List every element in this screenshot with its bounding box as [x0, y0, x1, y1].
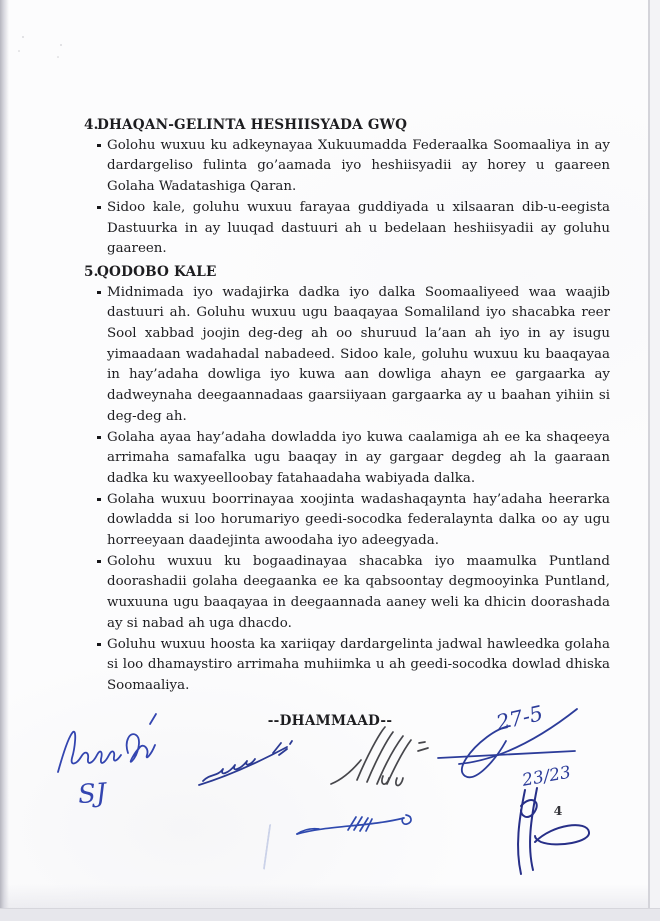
section-5: [84, 262, 610, 697]
section-4: [84, 115, 610, 260]
signature-5: [288, 804, 428, 846]
scan-smudge: [18, 50, 20, 52]
signature-6: [492, 779, 602, 881]
signature-4-date-bottom: 23/23: [520, 762, 573, 791]
end-marker: --DHAMMAAD--: [267, 712, 393, 729]
scan-smudge: [60, 44, 62, 46]
section-5-heading: [84, 262, 610, 283]
section-title: DHAQAN-GELINTA HESHIISYADA GWQ: [97, 117, 408, 133]
scan-shadow: [0, 884, 660, 908]
scan-margin-right: [650, 0, 660, 920]
signature-4-date-top: 27-5: [493, 701, 546, 736]
bullet-item: Sidoo kale, goluhu wuxuu farayaa guddiyada u xilsaaran dib-u-eegista Dastuurka in ay luuqad dastuuri ah u bedelaan heshiisyadii ay goluhu gaareen.: [97, 198, 610, 260]
bullet-item: Midnimada iyo wadajirka dadka iyo dalka Soomaaliyeed waa waajib dastuuri ah. Goluhu wuxuu ugu baaqayaa Somaliland iyo shacabka reer Sool xabbad joojin deg-deg ah oo shuruud la’aan ah iyo in ay isugu yimaadaan wadahadal nabadeed. Sidoo kale, goluhu wuxuu ku baaqayaa in hay’adaha dowliga iyo kuwa aan dowliga ahayn ee gargaarka ay dadweynaha deegaannadaas gaarsiiyaan gargaarka ay u baahan yihiin si deg-deg ah.: [97, 283, 610, 428]
signature-1-initials: SJ: [77, 778, 108, 811]
section-title: QODOBO KALE: [97, 263, 217, 280]
scan-smudge: [22, 36, 24, 38]
bullet-item: Goluhu wuxuu hoosta ka xariiqay dardargelinta jadwal hawleedka golaha si loo dhamaystiro arrimaha muhiimka u ah geedi-socodka dowlad dhiska Soomaaliya.: [97, 635, 610, 697]
signature-1: [50, 708, 180, 816]
bullet-item: Golaha ayaa hay’adaha dowladda iyo kuwa caalamiga ah ee ka shaqeeya arrimaha samafalka ugu baaqay in ay gargaar degdeg ah la gaaraan dadka ku waxyeelloobay fatahaadaha wabiyada dalka.: [97, 428, 610, 490]
bullet-item: Golohu wuxuu ku adkeynayaa Xukuumadda Federaalka Soomaaliya in ay dardargeliso fulinta go’aamada iyo heshiisyadii ay horey u gaareen Golaha Wadatashiga Qaran.: [97, 136, 610, 198]
section-4-heading: [84, 115, 610, 136]
page-number: 4: [553, 803, 563, 818]
scan-edge-left: [0, 0, 9, 920]
signature-2: [196, 736, 296, 794]
bullet-item: Golaha wuxuu boorrinayaa xoojinta wadashaqaynta hay’adaha heerarka dowladda si loo horumariyo geedi-socodka federalaynta dalka oo ay ugu horreeyaan daadejinta awoodaha iyo adeegyada.: [97, 490, 610, 552]
scan-edge-bottom: [0, 908, 660, 921]
section-number: 5.: [84, 263, 99, 280]
scan-smudge: [57, 56, 59, 58]
bullet-item: Golohu wuxuu ku bogaadinayaa shacabka iyo maamulka Puntland doorashadii golaha deegaanka ee ka qabsoontay degmooyinka Puntland, wuxuuna ugu baaqayaa in deegaannada aaney weli ka dhicin doorashada ay si nabad ah uga dhacdo.: [97, 552, 610, 635]
section-4-bullets: [97, 136, 610, 260]
document-body: [84, 115, 610, 731]
signature-3: [326, 714, 434, 800]
section-number: 4.: [84, 117, 99, 133]
section-5-bullets: [97, 283, 610, 697]
